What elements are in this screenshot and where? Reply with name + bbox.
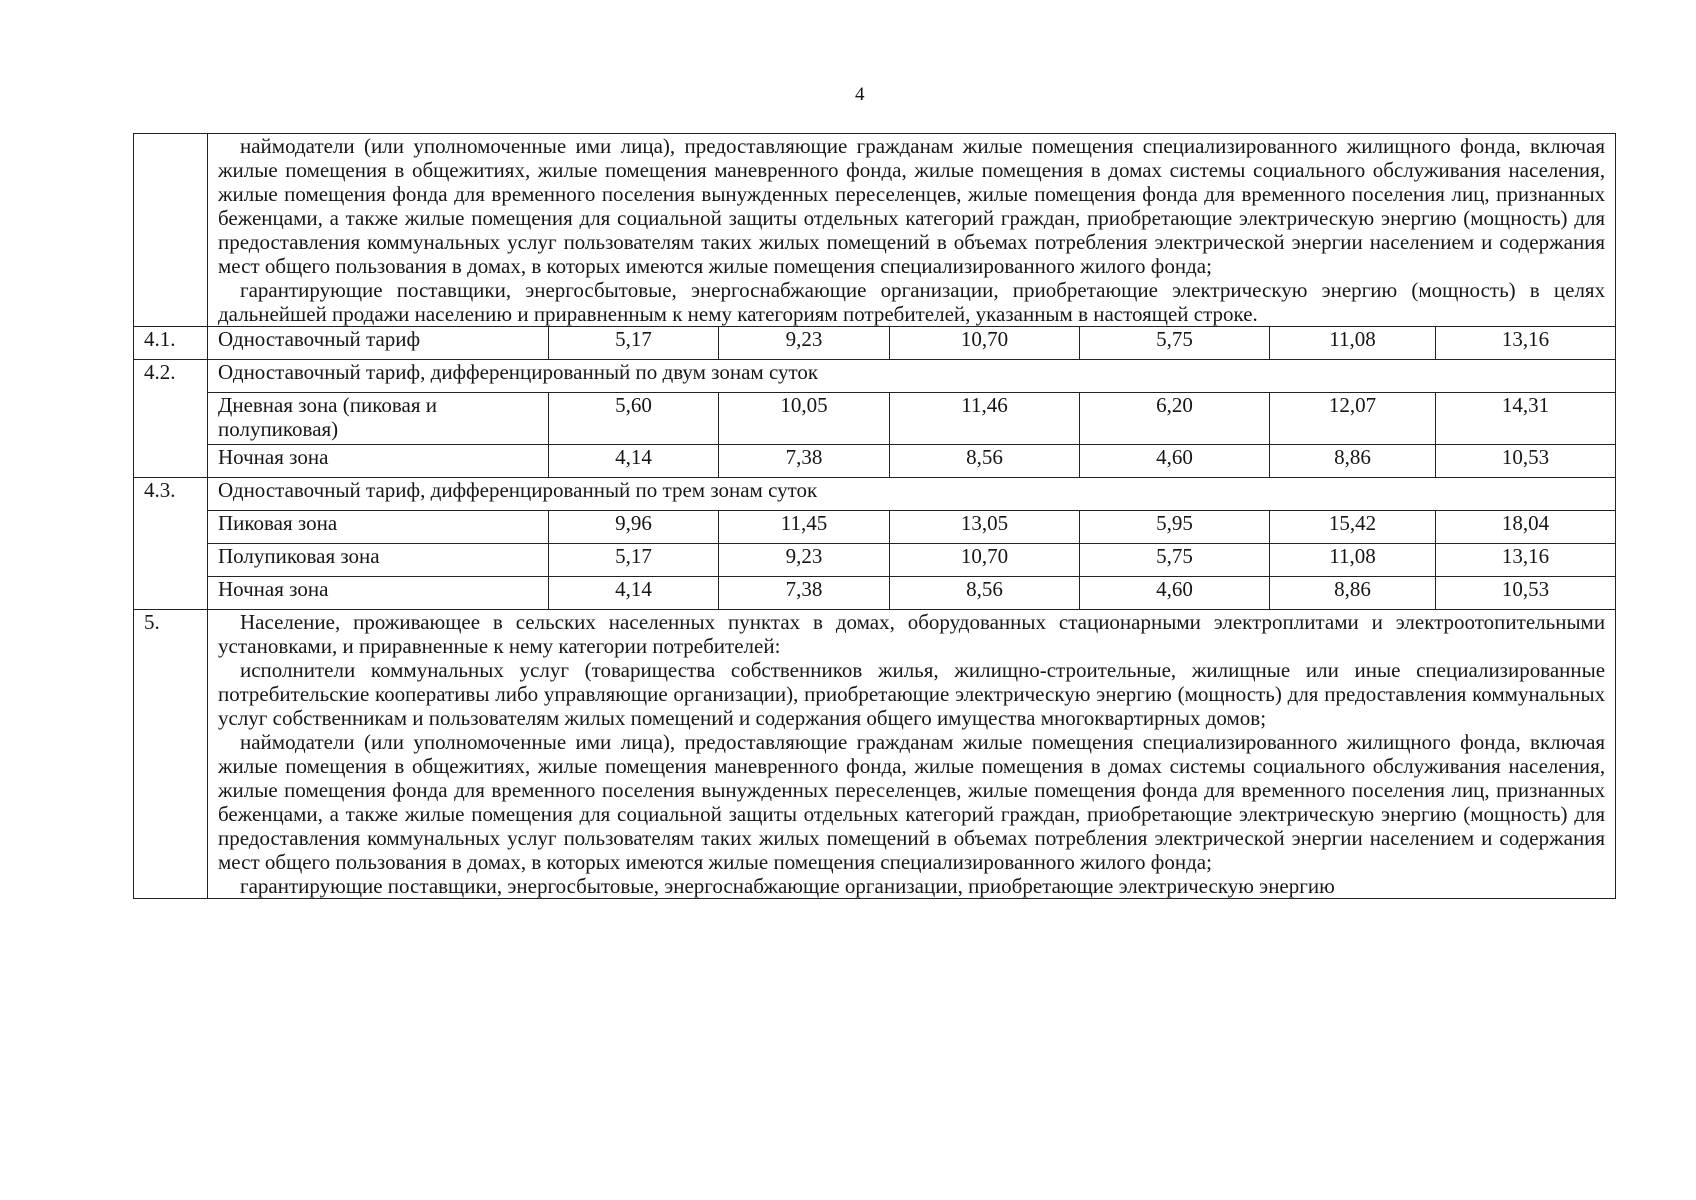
value-cell: 4,14 [549, 445, 719, 478]
value-cell: 13,16 [1436, 544, 1616, 577]
value-cell: 11,45 [719, 511, 890, 544]
intro-text-cell [208, 134, 1616, 327]
value-cell: 11,08 [1270, 327, 1436, 360]
table-row-4-3-title [134, 478, 1616, 511]
value-cell: 5,17 [549, 544, 719, 577]
intro-row [134, 134, 1616, 327]
value-cell: 11,08 [1270, 544, 1436, 577]
value-cell: 11,46 [890, 393, 1080, 445]
row-section-title: Одноставочный тариф, дифференцированный по трем зонам суток [208, 478, 1616, 511]
value-cell: 14,31 [1436, 393, 1616, 445]
value-cell: 8,56 [890, 577, 1080, 610]
value-cell: 12,07 [1270, 393, 1436, 445]
section-5-paragraph-2: исполнители коммунальных услуг (товарищества собственников жилья, жилищно-строительные, жилищные или иные специализированные потребительские кооперативы либо управляющие организации), приобретающие электрическую энергию (мощность) для предоставления коммунальных услуг собственникам и пользователям жилых помещений и содержания общего имущества многоквартирных домов; [218, 658, 1606, 730]
value-cell: 5,95 [1080, 511, 1270, 544]
row-number: 5. [134, 610, 208, 899]
value-cell: 15,42 [1270, 511, 1436, 544]
table-row-4-1 [134, 327, 1616, 360]
value-cell: 8,86 [1270, 577, 1436, 610]
row-number: 4.1. [134, 327, 208, 360]
row-section-title: Одноставочный тариф, дифференцированный по двум зонам суток [208, 360, 1616, 393]
value-cell: 5,60 [549, 393, 719, 445]
value-cell: 9,23 [719, 544, 890, 577]
row-label: Полупиковая зона [208, 544, 549, 577]
row-label: Одноставочный тариф [208, 327, 549, 360]
row-label: Ночная зона [208, 445, 549, 478]
value-cell: 4,60 [1080, 577, 1270, 610]
table-row-4-3-semipeak [134, 544, 1616, 577]
value-cell: 5,75 [1080, 544, 1270, 577]
tariff-table [133, 133, 1616, 899]
row-number: 4.2. [134, 360, 208, 478]
table-row-4-3-night [134, 577, 1616, 610]
value-cell: 7,38 [719, 445, 890, 478]
value-cell: 6,20 [1080, 393, 1270, 445]
intro-paragraph-1: наймодатели (или уполномоченные ими лица), предоставляющие гражданам жилые помещения специализированного жилищного фонда, включая жилые помещения в общежитиях, жилые помещения маневренного фонда, жилые помещения в домах системы социального обслуживания населения, жилые помещения фонда для временного поселения вынужденных переселенцев, жилые помещения фонда для временного поселения лиц, признанных беженцами, а также жилые помещения для социальной защиты отдельных категорий граждан, приобретающие электрическую энергию (мощность) для предоставления коммунальных услуг пользователям таких жилых помещений в объемах потребления электрической энергии населением и содержания мест общего пользования в домах, в которых имеются жилые помещения специализированного жилого фонда; [218, 134, 1606, 278]
value-cell: 5,17 [549, 327, 719, 360]
value-cell: 10,70 [890, 327, 1080, 360]
intro-number-cell [134, 134, 208, 327]
value-cell: 5,75 [1080, 327, 1270, 360]
value-cell: 9,23 [719, 327, 890, 360]
table-row-4-2-day [134, 393, 1616, 445]
row-label: Дневная зона (пиковая и полупиковая) [208, 393, 549, 445]
value-cell: 8,86 [1270, 445, 1436, 478]
section-5-paragraph-3: наймодатели (или уполномоченные ими лица), предоставляющие гражданам жилые помещения специализированного жилищного фонда, включая жилые помещения в общежитиях, жилые помещения маневренного фонда, жилые помещения в домах системы социального обслуживания населения, жилые помещения фонда для временного поселения вынужденных переселенцев, жилые помещения фонда для временного поселения лиц, признанных беженцами, а также жилые помещения для социальной защиты отдельных категорий граждан, приобретающие электрическую энергию (мощность) для предоставления коммунальных услуг пользователям таких жилых помещений в объемах потребления электрической энергии населением и содержания мест общего пользования в домах, в которых имеются жилые помещения специализированного жилого фонда; [218, 730, 1606, 874]
table-row-5 [134, 610, 1616, 899]
value-cell: 10,70 [890, 544, 1080, 577]
value-cell: 10,05 [719, 393, 890, 445]
value-cell: 13,16 [1436, 327, 1616, 360]
section-5-paragraph-1: Население, проживающее в сельских населенных пунктах в домах, оборудованных стационарными электроплитами и электроотопительными установками, и приравненные к нему категории потребителей: [218, 610, 1606, 658]
table-row-4-2-title [134, 360, 1616, 393]
value-cell: 4,14 [549, 577, 719, 610]
row-label: Ночная зона [208, 577, 549, 610]
table-row-4-3-peak [134, 511, 1616, 544]
section-5-paragraph-4: гарантирующие поставщики, энергосбытовые, энергоснабжающие организации, приобретающие электрическую энергию [240, 874, 1335, 898]
page-number: 4 [855, 84, 865, 105]
value-cell: 10,53 [1436, 577, 1616, 610]
value-cell: 4,60 [1080, 445, 1270, 478]
value-cell: 9,96 [549, 511, 719, 544]
value-cell: 7,38 [719, 577, 890, 610]
row-number: 4.3. [134, 478, 208, 610]
section-5-text-cell [208, 610, 1616, 899]
intro-paragraph-2: гарантирующие поставщики, энергосбытовые, энергоснабжающие организации, приобретающие электрическую энергию (мощность) в целях дальнейшей продажи населению и приравненным к нему категориям потребителей, указанным в настоящей строке. [218, 278, 1606, 326]
value-cell: 10,53 [1436, 445, 1616, 478]
row-label: Пиковая зона [208, 511, 549, 544]
table-row-4-2-night [134, 445, 1616, 478]
value-cell: 13,05 [890, 511, 1080, 544]
value-cell: 8,56 [890, 445, 1080, 478]
value-cell: 18,04 [1436, 511, 1616, 544]
